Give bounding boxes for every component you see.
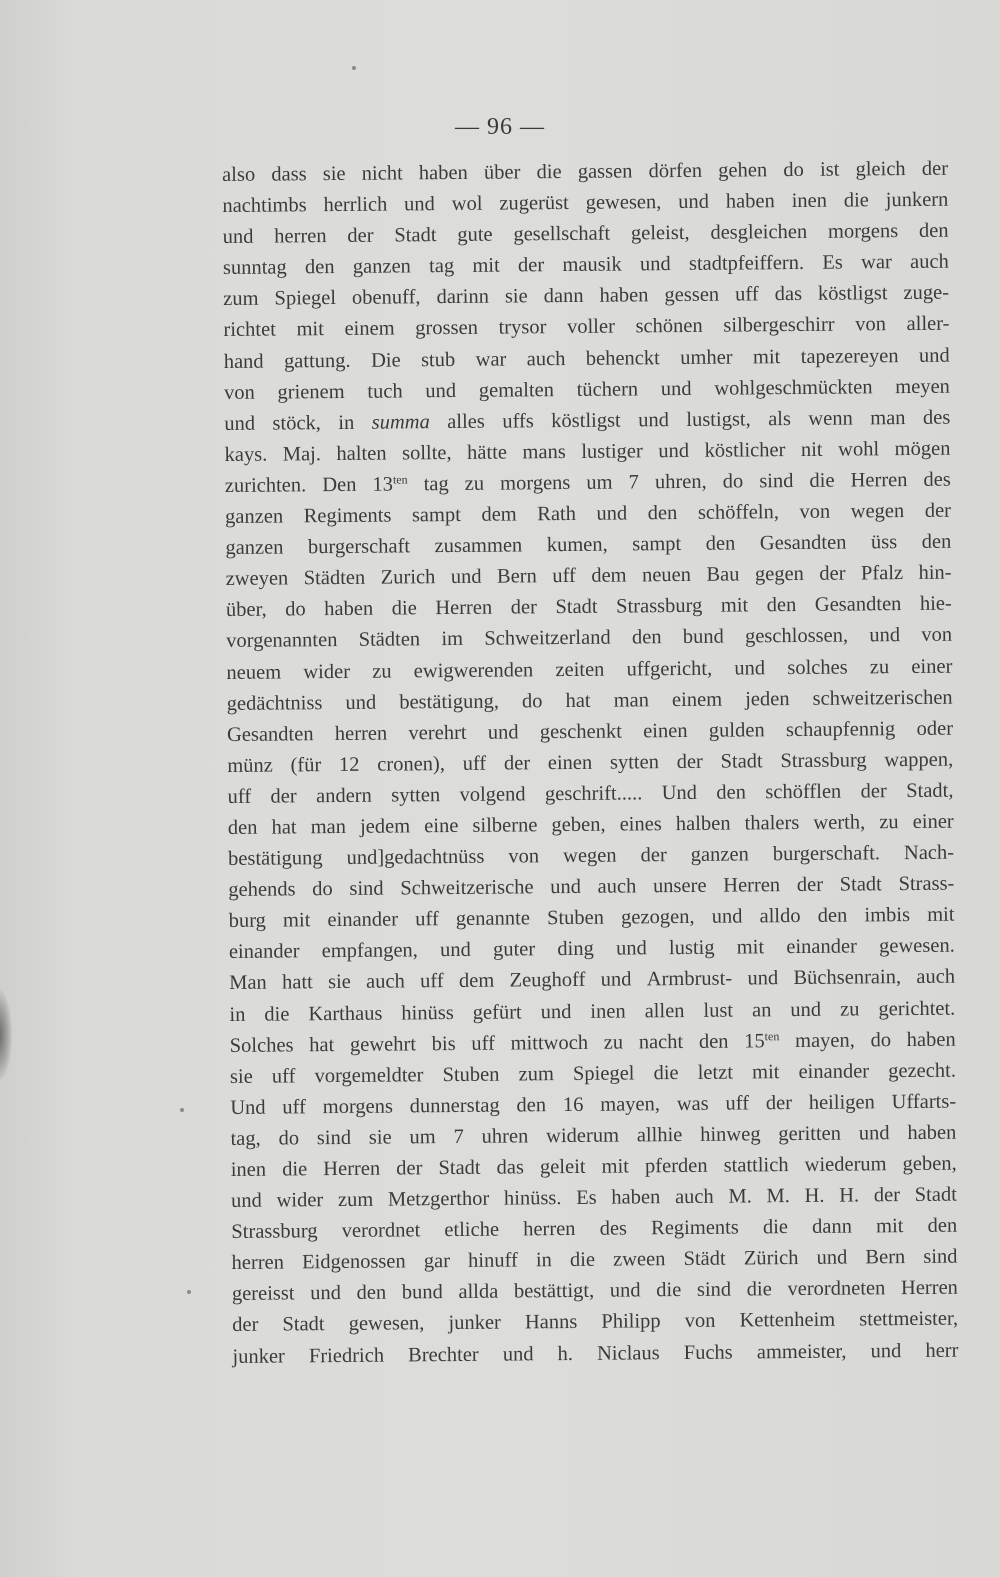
text-line: kays. Maj. halten sollte, hätte mans lustiger und köstlicher nit wohl mögen: [224, 437, 951, 466]
text-line: hand gattung. Die stub war auch behenckt umher mit tapezereyen und: [223, 344, 950, 373]
text-line: einander empfangen, und guter ding und lustig mit einander gewesen.: [228, 934, 955, 964]
text-line: Und uff morgens dunnerstag den 16 mayen, was uff der heiligen Uffarts-: [230, 1090, 957, 1119]
text-line: von grienem tuch und gemalten tüchern und wohlgeschmückten meyen: [223, 375, 950, 404]
text-line: zum Spiegel obenuff, darinn sie dann haben gessen uff das köstligst zuge-: [223, 282, 950, 311]
text-line: den hat man jedem eine silberne geben, eines halben thalers werth, zu einer: [227, 810, 954, 839]
text-line: gereisst und den bund allda bestättigt, und die sind die verordneten Herren: [231, 1276, 958, 1306]
body-text: [222, 154, 959, 1373]
text-line: Strassburg verordnet etliche herren des Regiments die dann mit den: [231, 1214, 958, 1244]
text-line: gedächtniss und bestätigung, do hat man einem jeden schweitzerischen: [226, 686, 953, 715]
text-line: und herren der Stadt gute gesellschaft geleist, desgleichen morgens den: [222, 219, 949, 249]
text-line: und stöck, in summa alles uffs köstligst und lustigst, als wenn man des: [224, 406, 951, 435]
text-line: zweyen Städten Zurich und Bern uff dem neuen Bau gegen der Pfalz hin-: [225, 561, 952, 591]
text-line: Man hatt sie auch uff dem Zeughoff und Armbrust- und Büchsenrain, auch: [229, 966, 956, 995]
text-line: also dass sie nicht haben über die gassen dörfen gehen do ist gleich der: [222, 157, 949, 186]
paper-speck: [352, 66, 356, 70]
text-line: inen die Herren der Stadt das geleit mit pferden stattlich wiederum geben,: [230, 1152, 957, 1181]
text-line: sunntag den ganzen tag mit der mausik und stadtpfeiffern. Es war auch: [222, 250, 949, 280]
text-line: und wider zum Metzgerthor hinüss. Es haben auch M. M. H. H. der Stadt: [230, 1183, 957, 1213]
text-line: neuem wider zu ewigwerenden zeiten uffgericht, und solches zu einer: [226, 655, 953, 684]
text-line: richtet mit einem grossen trysor voller schönen silbergeschirr von aller-: [223, 313, 950, 342]
text-line: vorgenannten Städten im Schweitzerland den bund geschlossen, und von: [226, 624, 953, 653]
text-line: münz (für 12 cronen), uff der einen sytten der Stadt Strassburg wappen,: [227, 748, 954, 777]
text-line: herren Eidgenossen gar hinuff in die zween Städt Zürich und Bern sind: [231, 1245, 958, 1275]
text-line: der Stadt gewesen, junker Hanns Philipp von Kettenheim stettmeister,: [232, 1308, 959, 1337]
text-line: burg mit einander uff genannte Stuben gezogen, und alldo den imbis mit: [228, 903, 955, 933]
text-line: zurichten. Den $13^{ten}$ tag zu morgens um 7 uhren, do sind die Herren des: [224, 468, 951, 497]
text-line: sie uff vorgemeldter Stuben zum Spiegel die letzt mit einander gezecht.: [229, 1059, 956, 1088]
text-line: bestätigung und]gedachtnüss von wegen der ganzen burgerschaft. Nach-: [228, 841, 955, 871]
text-line: ganzen Regiments sampt dem Rath und den schöffeln, von wegen der: [225, 499, 952, 529]
text-line: Gesandten herren verehrt und geschenkt einen gulden schaupfennig oder: [226, 717, 954, 746]
page-number: — 96 —: [455, 114, 545, 140]
text-line: Solches hat gewehrt bis uff mittwoch zu nacht den $15^{ten}$ mayen, do haben: [229, 1028, 956, 1057]
paper-speck: [180, 1108, 184, 1112]
text-line: junker Friedrich Brechter und h. Niclaus Fuchs ammeister, und herr: [232, 1339, 959, 1368]
text-line: gehends do sind Schweitzerische und auch unsere Herren der Stadt Strass-: [228, 872, 955, 902]
text-line: ganzen burgerschaft zusammen kumen, sampt den Gesandten üss den: [225, 530, 952, 560]
paper-speck: [187, 1290, 191, 1294]
binding-shadow: [0, 990, 12, 1080]
text-line: nachtimbs herrlich und wol zugerüst gewesen, und haben inen die junkern: [222, 188, 949, 218]
text-line: in die Karthaus hinüss gefürt und inen allen lust an und zu gerichtet.: [229, 997, 956, 1026]
text-line: uff der andern sytten volgend geschrift..... Und den schöfflen der Stadt,: [227, 779, 954, 808]
text-line: über, do haben die Herren der Stadt Strassburg mit den Gesandten hie-: [225, 592, 952, 622]
text-line: tag, do sind sie um 7 uhren widerum allhie hinweg geritten und haben: [230, 1121, 957, 1150]
